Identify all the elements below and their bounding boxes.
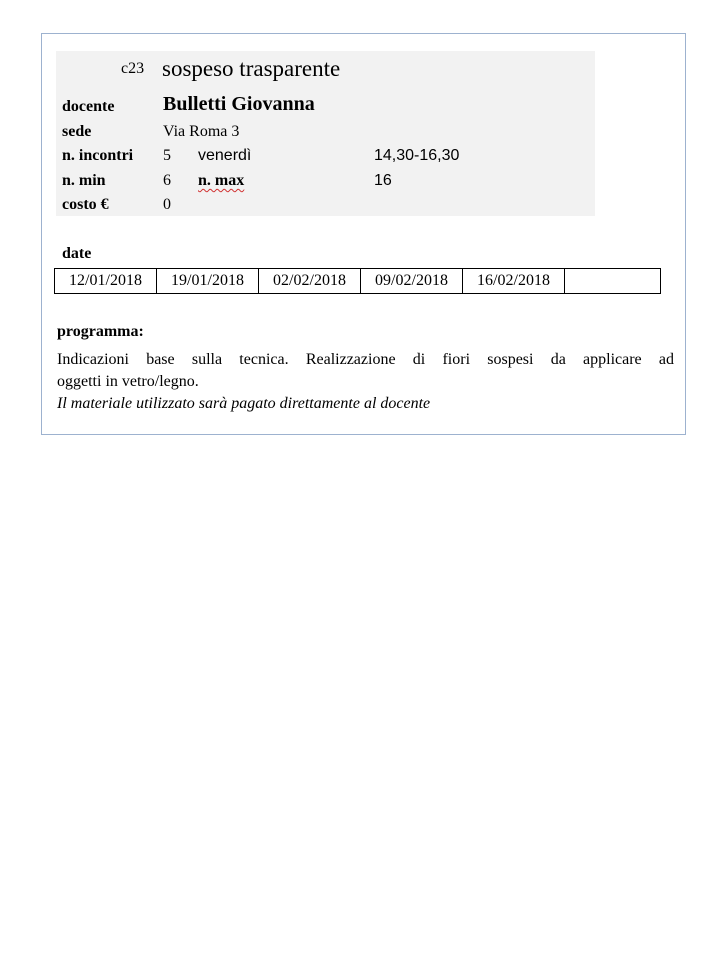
incontri-label: n. incontri xyxy=(62,147,134,164)
sede-value: Via Roma 3 xyxy=(163,123,240,140)
time-value: 14,30-16,30 xyxy=(374,147,460,164)
min-label: n. min xyxy=(62,172,106,189)
costo-label: costo € xyxy=(62,196,109,213)
date-cell: 12/01/2018 xyxy=(55,269,157,293)
course-code: c23 xyxy=(121,60,145,77)
programma-note: Il materiale utilizzato sarà pagato direttamente al docente xyxy=(57,395,431,412)
date-cell: 09/02/2018 xyxy=(361,269,463,293)
max-value: 16 xyxy=(374,172,392,189)
docente-value: Bulletti Giovanna xyxy=(163,93,315,115)
date-cell: 02/02/2018 xyxy=(259,269,361,293)
date-cell: 19/01/2018 xyxy=(157,269,259,293)
programma-label: programma: xyxy=(57,323,144,340)
programma-text xyxy=(57,349,674,415)
incontri-value: 5 xyxy=(163,147,171,164)
course-card xyxy=(41,33,686,435)
course-title: sospeso trasparente xyxy=(162,56,341,81)
sede-label: sede xyxy=(62,123,92,140)
min-value: 6 xyxy=(163,172,171,189)
dates-label: date xyxy=(62,245,92,262)
docente-label: docente xyxy=(62,98,115,115)
day-value: venerdì xyxy=(198,147,252,164)
max-label: n. max xyxy=(198,172,245,189)
programma-line: oggetti in vetro/legno. xyxy=(57,373,199,390)
costo-value: 0 xyxy=(163,196,171,213)
date-cell-empty xyxy=(565,269,660,293)
dates-table xyxy=(54,268,661,294)
programma-line: Indicazioni base sulla tecnica. Realizzazione di fiori sospesi da applicare ad xyxy=(57,351,674,368)
date-cell: 16/02/2018 xyxy=(463,269,565,293)
